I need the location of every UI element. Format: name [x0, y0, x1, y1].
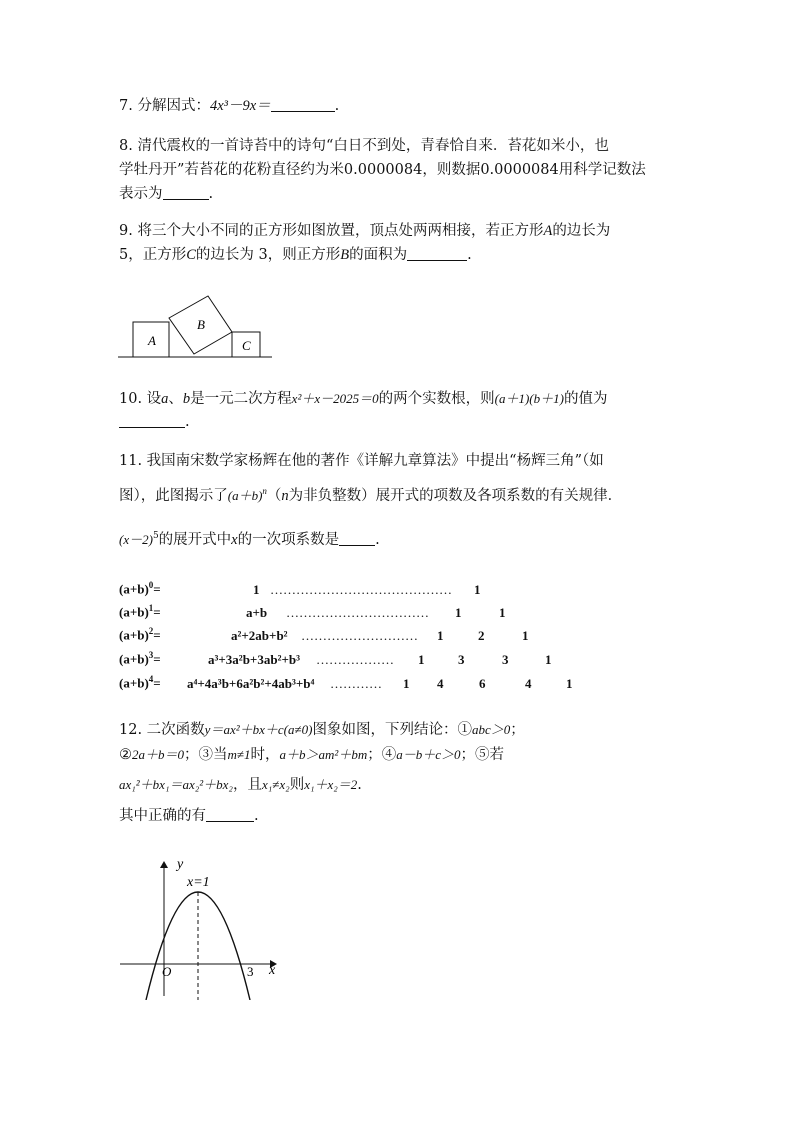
q11-text: 图），此图揭示了 [119, 487, 228, 504]
question-7 [119, 96, 339, 116]
q9-line1 [119, 221, 610, 241]
q9-text: 的边长为 [552, 223, 611, 239]
q9-line2 [119, 245, 472, 265]
q12-condition-3: m≠1 [227, 747, 251, 762]
q10-text: 是一元二次方程 [190, 391, 292, 407]
q10-var-a: a [161, 391, 169, 407]
squares-figure [118, 290, 274, 362]
q10-text: 的两个实数根，则 [378, 391, 495, 407]
triangle-coef: 1 [566, 676, 573, 691]
triangle-row-expansion: a²+2ab+b² [231, 628, 288, 643]
q12-text: 其中正确的有 [119, 808, 206, 824]
q12-condition-5: x₁≠x₂ [261, 777, 290, 792]
q12-line4 [119, 806, 259, 826]
q12-text: ；④ [367, 747, 397, 763]
q11-line2 [119, 481, 622, 506]
q12-text: 时， [250, 747, 280, 763]
q8-line3-text: 表示为 [119, 186, 163, 202]
tick-3-label: 3 [247, 964, 254, 979]
triangle-row-lhs: $(a+b)^1=$ [119, 603, 161, 620]
answer-blank [163, 185, 209, 200]
q11-text: 为非负整数）展开式的项数及各项系数的有关规律． [288, 487, 623, 504]
q9-text: 5，正方形 [119, 247, 187, 263]
q12-end: . [357, 777, 362, 793]
triangle-coef: 1 [522, 628, 529, 643]
x-axis-label: x [269, 963, 276, 978]
parabola-graph [116, 850, 286, 1000]
q12-end: . [254, 808, 259, 824]
triangle-coef: 2 [478, 628, 485, 643]
label-b: B [197, 317, 205, 332]
q7-text: 7. 分解因式： [119, 98, 210, 114]
triangle-row-expansion: a⁴+4a³b+6a²b²+4ab³+b⁴ [187, 676, 315, 691]
q8-line3 [119, 184, 213, 204]
q12-condition: (a≠0) [283, 722, 313, 737]
q10-var-b: b [182, 391, 191, 407]
label-a: A [148, 333, 156, 348]
q9-end: . [467, 247, 472, 263]
q12-conclusion-2: 2a＋b＝0 [132, 747, 185, 762]
q10-end: . [185, 414, 190, 430]
answer-blank [407, 246, 467, 261]
q7-end: . [334, 98, 340, 114]
q10-line2 [119, 412, 190, 432]
answer-blank [271, 97, 335, 112]
triangle-coef: 1 [403, 676, 410, 691]
triangle-coef: 1 [437, 628, 444, 643]
q11-binomial: (x－2) [119, 531, 153, 547]
q9-text: 的面积为 [349, 247, 408, 263]
q9-var-c: C [186, 247, 196, 263]
q11-var-n: n [281, 487, 289, 504]
triangle-coef: 4 [525, 676, 532, 691]
q8-line1: 8. 清代震枚的一首诗苔中的诗句“白日不到处，青春恰自来．苔花如米小，也 [119, 138, 609, 154]
q8-line2: 学牡丹开”若苔花的花粉直径约为米0.0000084，则数据0.0000084用科学记数法 [119, 162, 646, 178]
q11-line3 [119, 526, 380, 550]
q11-var-x: x [231, 531, 238, 548]
q12-line2 [119, 745, 504, 765]
q9-var-b: B [340, 247, 350, 263]
origin-label: O [162, 964, 172, 979]
q11-expression: (a＋b) [227, 487, 263, 503]
q9-var-a: A [543, 223, 553, 239]
q9-text: 的边长为 3，则正方形 [195, 247, 341, 263]
q11-power: 5 [152, 531, 159, 541]
q12-text: ；⑤若 [460, 747, 505, 763]
q12-text: ② [119, 747, 132, 763]
q7-expression: 4x³－9x＝ [209, 98, 271, 114]
triangle-row-lhs: $(a+b)^2=$ [119, 626, 161, 643]
triangle-row-lhs: $(a+b)^0=$ [119, 580, 161, 597]
triangle-row-lhs: $(a+b)^4=$ [119, 674, 161, 691]
q11-text: （ [266, 487, 282, 504]
q12-conclusion-4: a－b＋c＞0 [396, 747, 461, 762]
triangle-coef: 1 [499, 605, 506, 620]
q12-line3 [119, 775, 362, 795]
answer-blank [119, 413, 185, 428]
triangle-row-expansion: 1 [253, 582, 260, 597]
triangle-coef: 4 [437, 676, 444, 691]
q12-conclusion-3: a＋b＞am²＋bm [279, 747, 368, 762]
triangle-coef: 1 [455, 605, 462, 620]
q11-end: . [375, 531, 380, 548]
q12-function: y＝ax²＋bx＋c [204, 722, 284, 737]
q12-conclusion-1: abc＞0 [471, 722, 511, 737]
q12-text: 则 [289, 777, 305, 793]
label-c: C [242, 338, 251, 353]
q10-text: 的值为 [563, 391, 608, 407]
q12-equation: ax₁²＋bx₁＝ax₂²＋bx₂ [119, 777, 233, 792]
symmetry-axis-label: x=1 [187, 875, 210, 890]
q10-expression: (a＋1)(b＋1) [494, 391, 564, 406]
q10-equation: x²＋x－2025＝0 [291, 391, 379, 406]
q11-text: 的展开式中 [158, 531, 232, 548]
q10-text: 10. 设 [119, 391, 162, 407]
q12-text: ； [510, 722, 525, 738]
triangle-coef: 1 [545, 652, 552, 667]
triangle-row-dots: …………………………… [286, 605, 429, 620]
triangle-row-dots: ……………… [316, 652, 394, 667]
triangle-coef: 3 [502, 652, 509, 667]
triangle-row-dots: …………………………………… [270, 582, 452, 597]
q12-conclusion-5: x₁＋x₂＝2 [304, 777, 358, 792]
triangle-coef: 6 [479, 676, 486, 691]
triangle-row-dots: ………… [330, 676, 382, 691]
q10-line1 [119, 389, 607, 409]
y-axis-label: y [177, 857, 184, 872]
triangle-coef: 1 [418, 652, 425, 667]
q11-exponent: n [262, 486, 267, 496]
triangle-row-dots: ……………………… [301, 628, 418, 643]
q12-text: 图象如图，下列结论：① [312, 722, 472, 738]
triangle-row-expansion: a+b [246, 605, 268, 620]
q10-sep: 、 [168, 391, 183, 407]
q12-text: 12. 二次函数 [119, 722, 205, 738]
answer-blank [339, 531, 375, 546]
q12-line1 [119, 720, 525, 740]
answer-blank [206, 807, 254, 822]
triangle-coef: 3 [458, 652, 465, 667]
triangle-row-lhs: $(a+b)^3=$ [119, 650, 161, 667]
q9-text: 9. 将三个大小不同的正方形如图放置，顶点处两两相接，若正方形 [119, 223, 544, 239]
q12-text: ；③当 [184, 747, 228, 763]
q11-text: 的一次项系数是 [237, 531, 340, 548]
triangle-row-expansion: a³+3a²b+3ab²+b³ [208, 652, 301, 667]
q11-line1: 11. 我国南宋数学家杨辉在他的著作《详解九章算法》中提出“杨辉三角”（如 [119, 453, 604, 469]
q12-text: ，且 [232, 777, 262, 793]
triangle-coef: 1 [474, 582, 481, 597]
q8-end: . [208, 186, 214, 202]
